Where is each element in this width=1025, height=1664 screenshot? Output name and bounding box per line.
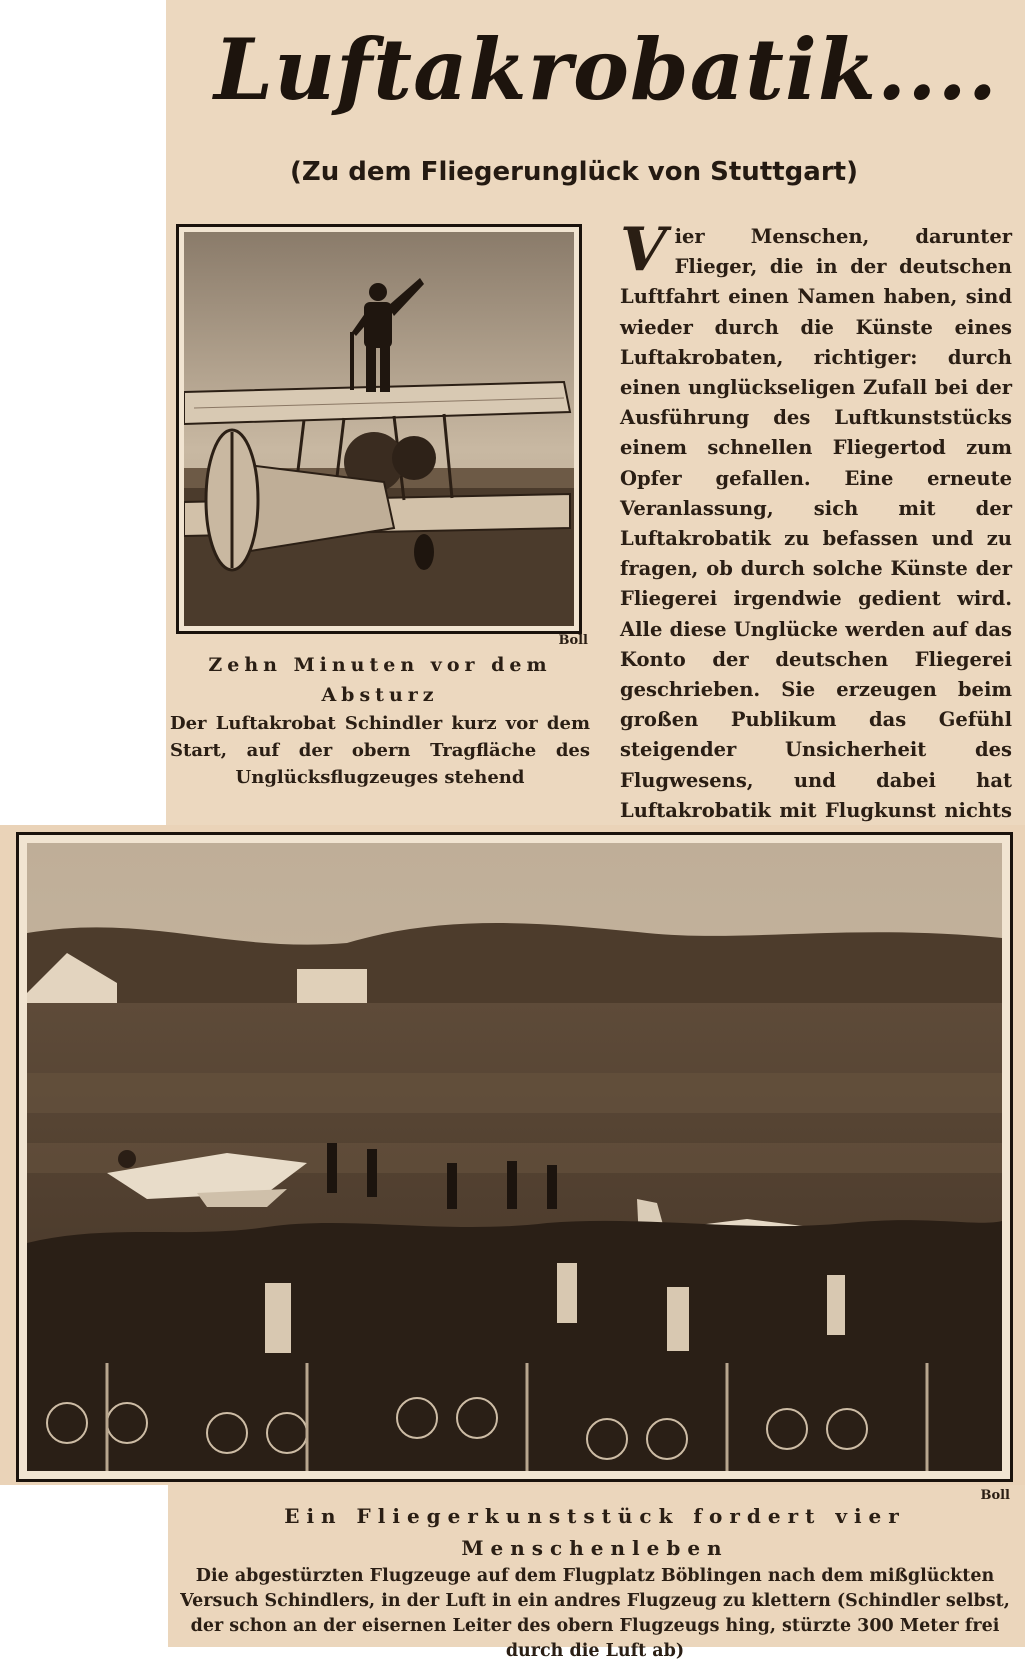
- photo1-caption-title: Zehn Minuten vor dem Absturz: [208, 654, 552, 706]
- biplane-acrobat-photo: [176, 224, 582, 634]
- article-body-text: ier Menschen, darunter Flieger, die in der deutschen Luftfahrt einen Namen haben, sind wieder durch die Künste eines Luftakrobaten, richtiger: durch einen unglückseligen Zufall bei der Ausführung des Luftkunststücks einem schnellen Fliegertod zum Opfer gefallen. Eine erneute Veranlassung, sich mit der Luftakrobatik zu befassen und zu fragen, ob durch solche Künste der Fliegerei irgendwie gedient wird. Alle diese Unglücke werden auf das Konto der deutschen Fliegerei geschrieben. Sie erzeugen beim großen Publikum das Gefühl steigender Unsicherheit des Flugwesens, und dabei hat Luftakrobatik mit Flugkunst nichts: [620, 225, 1012, 822]
- biplane-acrobat-image: [184, 232, 574, 626]
- photo2-caption-text: Die abgestürzten Flugzeuge auf dem Flugplatz Böblingen nach dem mißglückten Versuch Schindlers, in der Luft in ein andres Flugzeug zu klettern (Schindler selbst, der schon an der eisernen Leiter des obern Flugzeugs hing, stürzte 300 Meter frei durch die Luft ab): [180, 1566, 1010, 1661]
- photo2-caption-title: Ein Fliegerkunststück fordert vier Menschenleben: [284, 1504, 906, 1560]
- article-dropcap: V: [620, 215, 667, 285]
- photo2-caption: [170, 1500, 1020, 1664]
- photo2-credit: Boll: [980, 1488, 1010, 1503]
- photo1-credit: Boll: [558, 633, 588, 648]
- photo1-caption: [170, 650, 590, 791]
- crash-site-image: [27, 843, 1002, 1471]
- crash-site-photo: [16, 832, 1013, 1482]
- article-title: Luftakrobatik....: [214, 20, 999, 119]
- photo1-caption-text: Der Luftakrobat Schindler kurz vor dem Start, auf der obern Tragfläche des Unglücksflugzeuges stehend: [170, 713, 590, 788]
- article-subtitle: (Zu dem Fliegerunglück von Stuttgart): [290, 157, 858, 187]
- article-body: [620, 215, 1012, 856]
